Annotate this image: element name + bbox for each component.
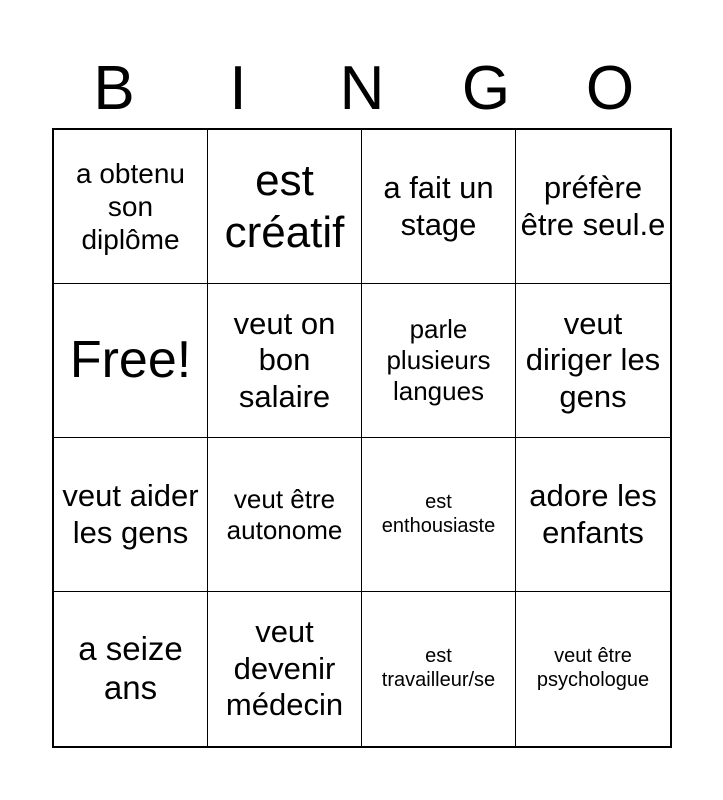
bingo-cell-label: est travailleur/se <box>381 645 496 691</box>
bingo-cell-label: est créatif <box>224 155 345 257</box>
bingo-cell-label: est enthousiaste <box>381 490 496 537</box>
bingo-cell-9[interactable] <box>54 438 208 592</box>
bingo-cell-16[interactable] <box>516 592 670 746</box>
bingo-cell-6[interactable] <box>208 284 362 438</box>
bingo-cell-label: préfère être seul.e <box>520 169 666 242</box>
bingo-cell-1[interactable] <box>54 130 208 284</box>
bingo-cell-label: veut diriger les gens <box>525 305 661 414</box>
bingo-cell-13[interactable] <box>54 592 208 746</box>
bingo-cell-label: veut devenir médecin <box>225 614 344 723</box>
bingo-cell-label: veut aider les gens <box>62 477 199 550</box>
bingo-cell-2[interactable] <box>208 130 362 284</box>
bingo-cell-label: veut être psychologue <box>536 645 650 691</box>
bingo-cell-label: parle plusieurs langues <box>386 314 491 406</box>
bingo-cell-3[interactable] <box>362 130 516 284</box>
bingo-cell-7[interactable] <box>362 284 516 438</box>
header-letter-o: O <box>585 54 635 123</box>
bingo-cell-label: a obtenu son diplôme <box>76 157 185 256</box>
header-letter-n: N <box>339 54 385 123</box>
bingo-cell-12[interactable] <box>516 438 670 592</box>
bingo-cell-4[interactable] <box>516 130 670 284</box>
header-letter-b: B <box>93 54 135 123</box>
bingo-cell-label: veut être autonome <box>226 483 343 545</box>
header-letter-i: I <box>229 54 247 123</box>
bingo-cell-10[interactable] <box>208 438 362 592</box>
bingo-cell-label: a fait un stage <box>383 169 494 242</box>
bingo-cell-8[interactable] <box>516 284 670 438</box>
bingo-header <box>52 50 672 128</box>
bingo-cell-14[interactable] <box>208 592 362 746</box>
bingo-cell-free[interactable] <box>54 284 208 438</box>
bingo-cell-label: a seize ans <box>78 630 183 706</box>
header-letter-g: G <box>461 54 511 123</box>
bingo-cell-11[interactable] <box>362 438 516 592</box>
bingo-card <box>52 128 672 748</box>
bingo-cell-label: veut on bon salaire <box>233 305 336 414</box>
bingo-cell-15[interactable] <box>362 592 516 746</box>
bingo-cell-label: adore les enfants <box>529 477 657 550</box>
bingo-cell-label: Free! <box>69 330 192 389</box>
